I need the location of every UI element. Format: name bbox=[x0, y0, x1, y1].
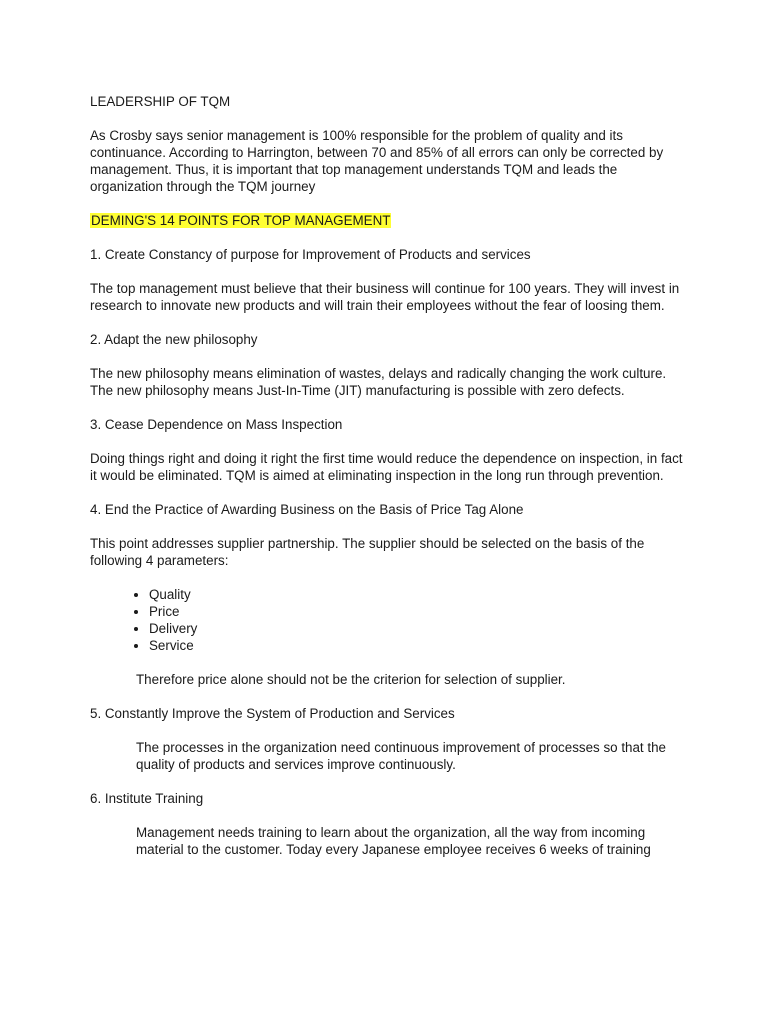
point-2-body: The new philosophy means elimination of wastes, delays and radically changing the work culture. The new philosophy means Just-In-Time (JIT) manufacturing is possible with zero defects. bbox=[90, 366, 667, 398]
highlighted-heading-text: DEMING'S 14 POINTS FOR TOP MANAGEMENT bbox=[91, 213, 391, 228]
point-6-heading: 6. Institute Training bbox=[90, 791, 204, 806]
point-4-heading: 4. End the Practice of Awarding Business on the Basis of Price Tag Alone bbox=[90, 502, 524, 517]
point-2-heading: 2. Adapt the new philosophy bbox=[90, 332, 258, 347]
document-page bbox=[90, 93, 690, 875]
point-4-conclusion: Therefore price alone should not be the criterion for selection of supplier. bbox=[136, 672, 566, 687]
list-item: • Quality bbox=[149, 586, 690, 603]
point-3-heading: 3. Cease Dependence on Mass Inspection bbox=[90, 417, 343, 432]
list-item: • Delivery bbox=[149, 620, 690, 637]
section-heading bbox=[90, 212, 690, 229]
point-3-body: Doing things right and doing it right the first time would reduce the dependence on inspection, in fact it would be eliminated. TQM is aimed at eliminating inspection in the long run through prevention. bbox=[90, 451, 683, 483]
point-6-body: Management needs training to learn about the organization, all the way from incoming material to the customer. Today every Japanese employee receives 6 weeks of training bbox=[136, 825, 651, 857]
point-1-heading: 1. Create Constancy of purpose for Improvement of Products and services bbox=[90, 247, 531, 262]
document-title: LEADERSHIP OF TQM bbox=[90, 94, 231, 109]
list-item: • Service bbox=[149, 637, 690, 654]
supplier-parameter-list bbox=[90, 586, 690, 654]
point-1-body: The top management must believe that their business will continue for 100 years. They will invest in research to innovate new products and will train their employees without the fear of loosing them. bbox=[90, 281, 680, 313]
point-5-body: The processes in the organization need continuous improvement of processes so that the quality of products and services improve continuously. bbox=[136, 740, 666, 772]
point-5-heading: 5. Constantly Improve the System of Production and Services bbox=[90, 706, 455, 721]
intro-paragraph: As Crosby says senior management is 100% responsible for the problem of quality and its continuance. According to Harrington, between 70 and 85% of all errors can only be corrected by management. Thus, it is important that top management understands TQM and leads the organization through the TQM journey bbox=[90, 128, 664, 194]
point-4-body: This point addresses supplier partnership. The supplier should be selected on the basis of the following 4 parameters: bbox=[90, 536, 645, 568]
list-item: • Price bbox=[149, 603, 690, 620]
